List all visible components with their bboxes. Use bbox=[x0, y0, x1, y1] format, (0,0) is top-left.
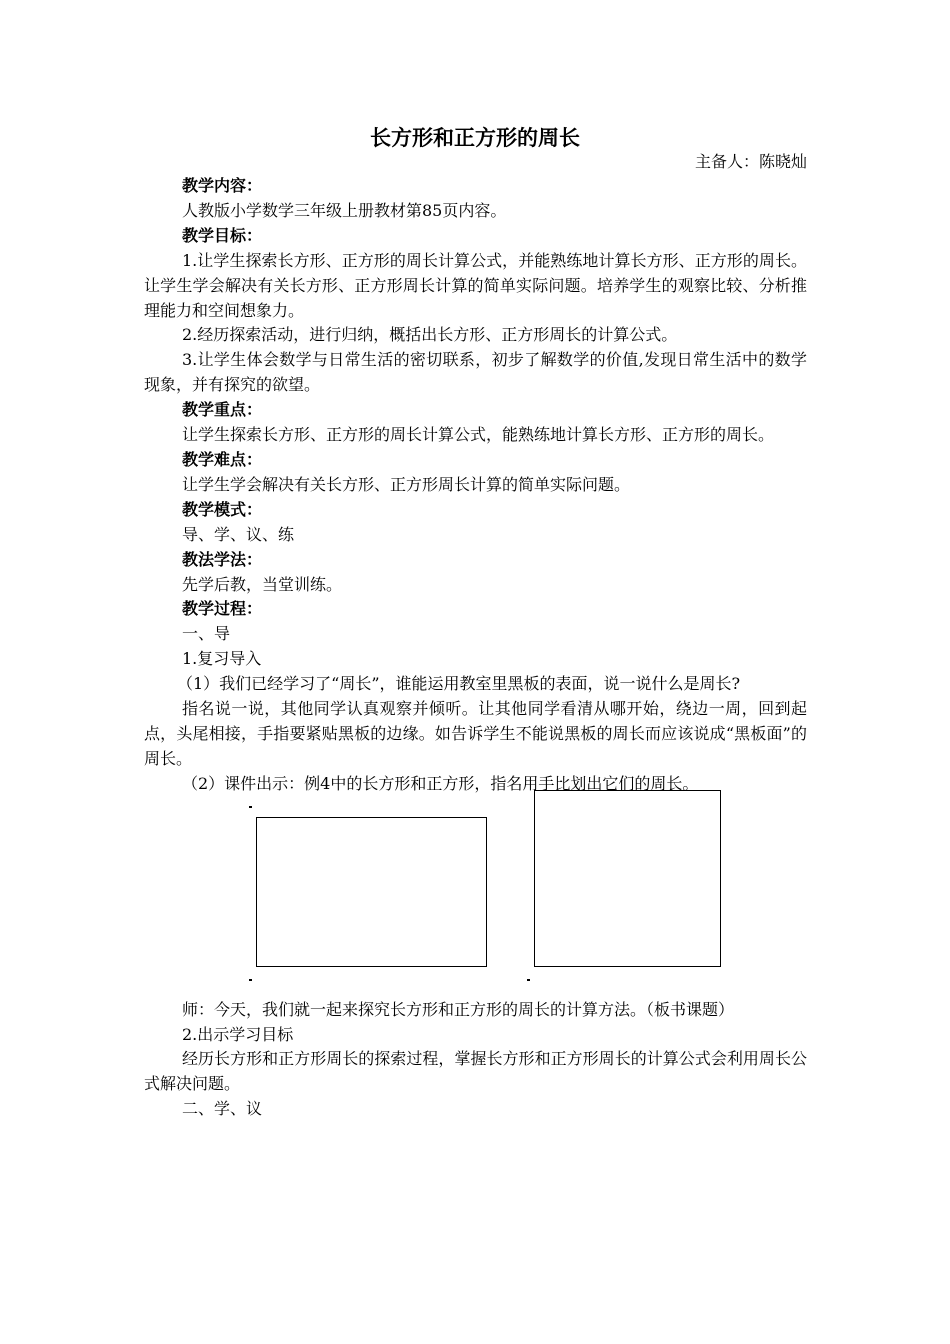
learning-goal-text: 经历长方形和正方形周长的探索过程，掌握长方形和正方形周长的计算公式会利用周长公式解决问题。 bbox=[144, 1049, 807, 1094]
document-title: 长方形和正方形的周长 bbox=[370, 125, 580, 150]
paragraph-difficulties: 让学生学会解决有关长方形、正方形周长计算的简单实际问题。 bbox=[182, 474, 631, 494]
author-line: 主备人：陈晓灿 bbox=[694, 152, 807, 171]
rectangle-shape bbox=[256, 817, 487, 967]
heading-teaching-mode: 教学模式： bbox=[182, 499, 263, 519]
heading-methods: 教法学法： bbox=[182, 549, 263, 569]
goal-3: 3.让学生体会数学与日常生活的密切联系，初步了解数学的价值,发现日常生活中的数学现象，并有探究的欲望。 bbox=[144, 350, 807, 395]
step-1-1-heading: 1.复习导入 bbox=[182, 649, 262, 669]
paragraph-methods: 先学后教，当堂训练。 bbox=[182, 574, 343, 594]
paragraph-key-points: 让学生探索长方形、正方形的周长计算公式，能熟练地计算长方形、正方形的周长。 bbox=[182, 425, 775, 445]
goal-1: 1.让学生探索长方形、正方形的周长计算公式，并能熟练地计算长方形、正方形的周长。让学生学会解决有关长方形、正方形周长计算的简单实际问题。培养学生的观察比较、分析推理能力和空间想象力。 bbox=[144, 250, 807, 320]
step-1-2-heading: 2.出示学习目标 bbox=[182, 1024, 294, 1044]
corner-mark bbox=[249, 806, 252, 808]
corner-mark bbox=[249, 979, 252, 981]
heading-key-points: 教学重点： bbox=[182, 400, 263, 420]
square-shape bbox=[534, 790, 721, 967]
heading-teaching-goals: 教学目标： bbox=[182, 225, 263, 245]
paragraph-teaching-mode: 导、学、议、练 bbox=[182, 524, 295, 544]
question-1: （1）我们已经学习了“周长”，谁能运用教室里黑板的表面，说一说什么是周长? bbox=[177, 674, 741, 694]
goal-2: 2.经历探索活动，进行归纳，概括出长方形、正方形周长的计算公式。 bbox=[182, 325, 678, 345]
corner-mark bbox=[527, 979, 530, 981]
step-2-heading: 二、学、议 bbox=[182, 1099, 263, 1119]
heading-teaching-process: 教学过程： bbox=[182, 599, 263, 619]
document-body bbox=[144, 174, 807, 1122]
paragraph-teaching-content: 人教版小学数学三年级上册教材第85页内容。 bbox=[182, 200, 507, 220]
heading-teaching-content: 教学内容： bbox=[182, 176, 263, 195]
question-1-detail: 指名说一说，其他同学认真观察并倾听。让其他同学看清从哪开始，绕边一周，回到起点，头尾相接，手指要紧贴黑板的边缘。如告诉学生不能说黑板的周长而应该说成“黑板面”的周长。 bbox=[144, 699, 807, 768]
step-1-heading: 一、导 bbox=[182, 624, 231, 644]
heading-difficulties: 教学难点： bbox=[182, 449, 263, 469]
teacher-line: 师：今天，我们就一起来探究长方形和正方形的周长的计算方法。（板书课题） bbox=[182, 999, 735, 1019]
shapes-figure bbox=[144, 797, 807, 998]
question-2: （2）课件出示：例4中的长方形和正方形，指名用手比划出它们的周长。 bbox=[182, 773, 699, 793]
